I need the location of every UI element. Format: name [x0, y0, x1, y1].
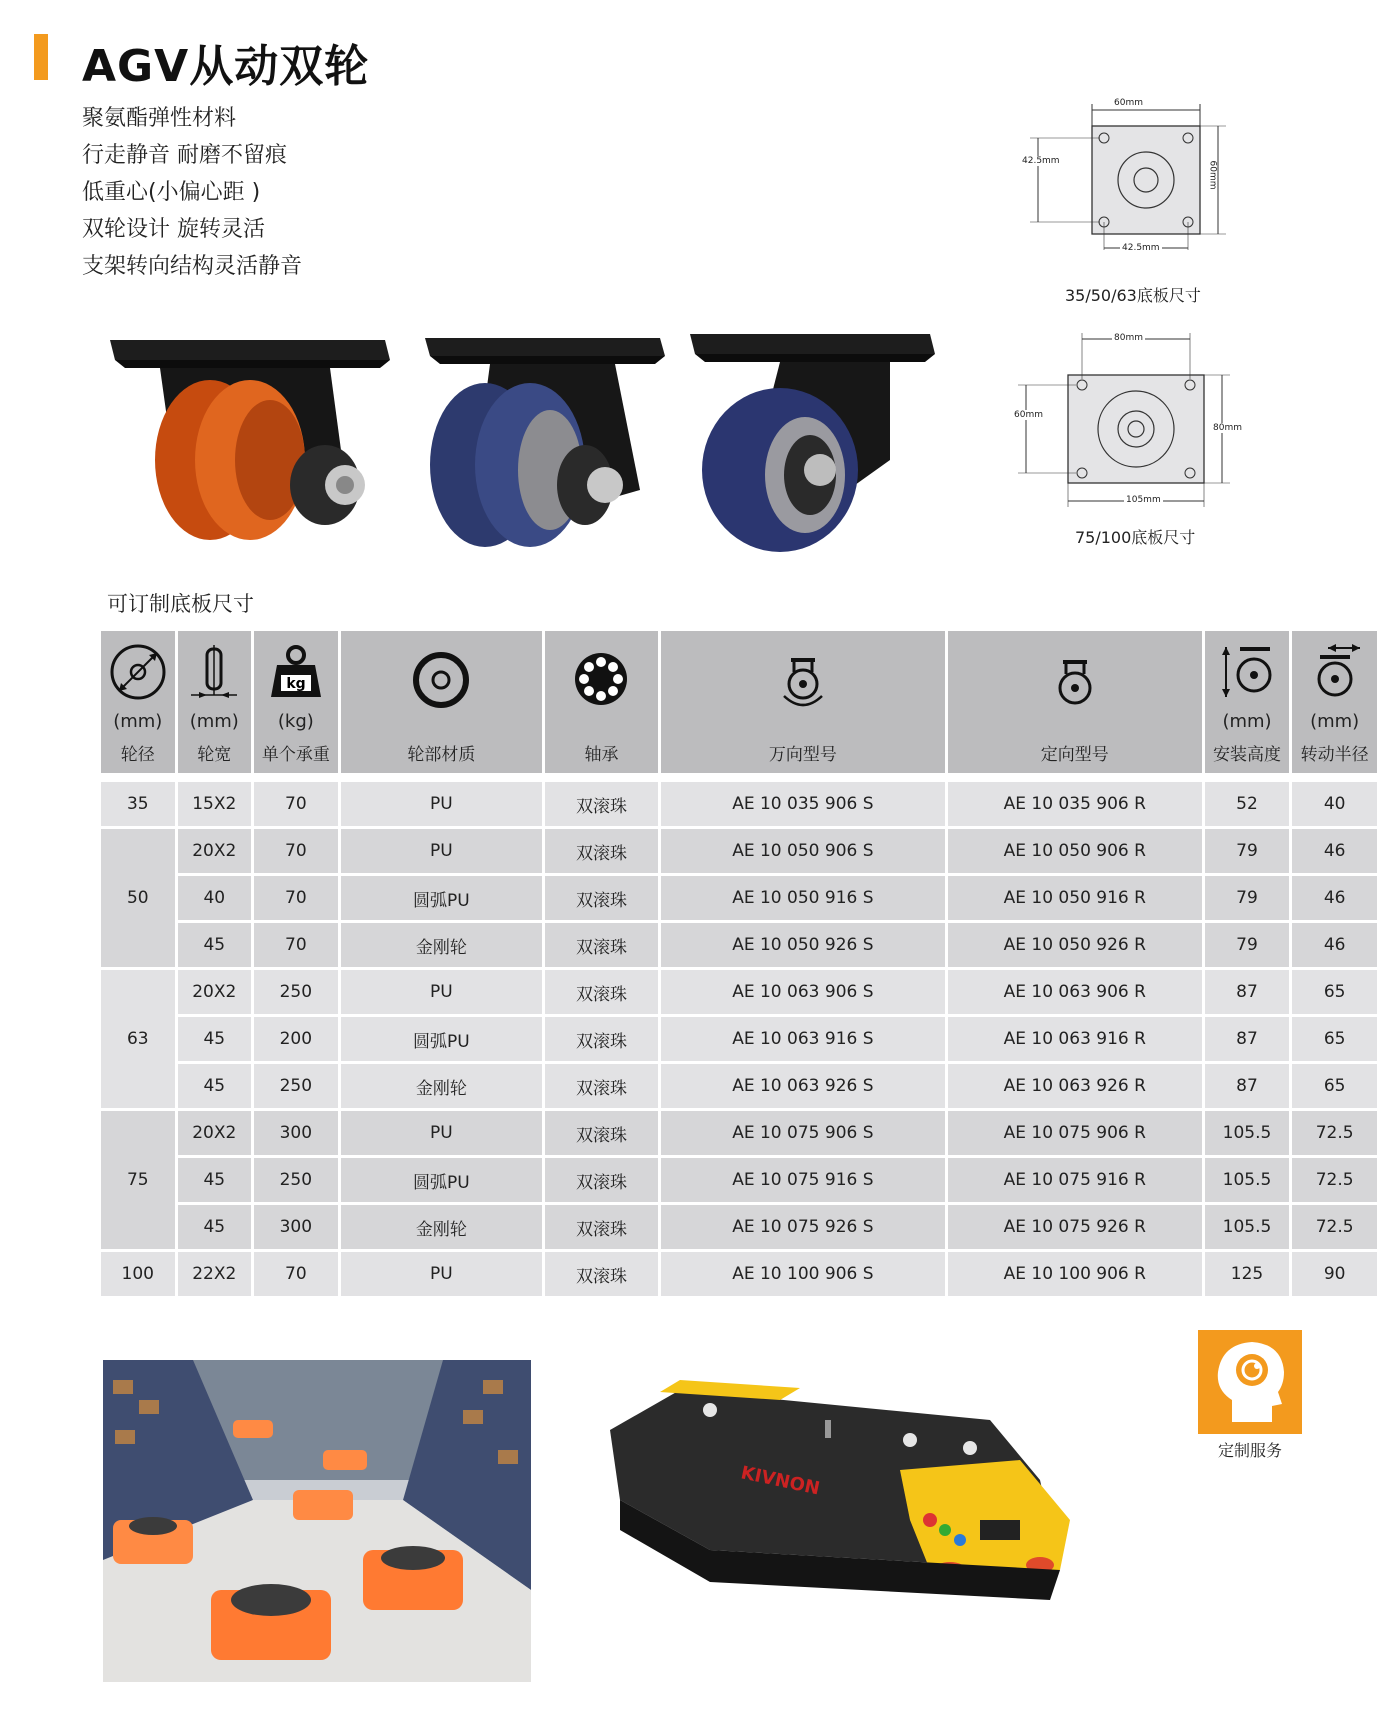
- table-row: [101, 1017, 1377, 1061]
- cell-bearing: 双滚珠: [545, 1205, 658, 1249]
- cell-load: 300: [254, 1111, 338, 1155]
- cell-load: 300: [254, 1205, 338, 1249]
- cell-swivel: AE 10 075 916 S: [661, 1158, 945, 1202]
- cell-radius: 65: [1292, 1017, 1377, 1061]
- cell-radius: 46: [1292, 829, 1377, 873]
- plate-caption-large: 75/100底板尺寸: [1075, 528, 1196, 547]
- cell-height: 105.5: [1205, 1158, 1290, 1202]
- cell-diameter: 75: [101, 1111, 175, 1249]
- agv-vehicle-image: [600, 1370, 1120, 1620]
- dim-label: 80mm: [1114, 333, 1143, 343]
- table-row: [101, 970, 1377, 1014]
- custom-plate-label: 可订制底板尺寸: [107, 592, 254, 616]
- cell-rigid: AE 10 063 926 R: [948, 1064, 1202, 1108]
- cell-load: 70: [254, 782, 338, 826]
- cell-rigid: AE 10 063 906 R: [948, 970, 1202, 1014]
- header-unit: (mm): [189, 711, 239, 732]
- cell-rigid: AE 10 075 916 R: [948, 1158, 1202, 1202]
- cell-swivel: AE 10 075 926 S: [661, 1205, 945, 1249]
- header-label: 轮径: [120, 745, 155, 765]
- header-bearing: [545, 631, 658, 773]
- cell-load: 250: [254, 1064, 338, 1108]
- cell-width: 45: [178, 1017, 252, 1061]
- header-rigid-model: [948, 631, 1202, 773]
- header-swivel-radius: [1292, 631, 1377, 773]
- cell-height: 87: [1205, 1064, 1290, 1108]
- dim-label: 60mm: [1114, 98, 1143, 108]
- cell-width: 20X2: [178, 970, 252, 1014]
- cell-swivel: AE 10 035 906 S: [661, 782, 945, 826]
- cell-material: 金刚轮: [341, 923, 542, 967]
- cell-bearing: 双滚珠: [545, 923, 658, 967]
- cell-bearing: 双滚珠: [545, 876, 658, 920]
- feature-item: 双轮设计 旋转灵活: [82, 217, 265, 242]
- caster-photos: [100, 320, 960, 560]
- warehouse-agv-photo: [103, 1360, 531, 1682]
- cell-width: 45: [178, 1205, 252, 1249]
- weight-icon-text: kg: [286, 676, 306, 692]
- cell-rigid: AE 10 063 916 R: [948, 1017, 1202, 1061]
- cell-bearing: 双滚珠: [545, 782, 658, 826]
- feature-list: [82, 100, 302, 285]
- cell-rigid: AE 10 075 926 R: [948, 1205, 1202, 1249]
- table-row: [101, 1064, 1377, 1108]
- cell-height: 79: [1205, 876, 1290, 920]
- cell-rigid: AE 10 050 906 R: [948, 829, 1202, 873]
- cell-width: 22X2: [178, 1252, 252, 1296]
- wheel-diameter-icon: [109, 643, 167, 701]
- header-label: 单个承重: [261, 745, 330, 765]
- cell-width: 20X2: [178, 829, 252, 873]
- custom-service-label: 定制服务: [1217, 1441, 1282, 1460]
- cell-material: 圆弧PU: [341, 1158, 542, 1202]
- weight-icon: [267, 643, 325, 701]
- header-unit: (kg): [277, 711, 314, 732]
- swivel-radius-icon: [1306, 643, 1364, 701]
- cell-material: PU: [341, 1111, 542, 1155]
- single-blue-caster-image: [690, 334, 935, 552]
- material-ring-icon: [411, 650, 471, 710]
- dim-label: 105mm: [1126, 495, 1161, 505]
- cell-load: 250: [254, 970, 338, 1014]
- cell-load: 70: [254, 923, 338, 967]
- cell-load: 250: [254, 1158, 338, 1202]
- table-row: [101, 782, 1377, 826]
- table-row: [101, 923, 1377, 967]
- feature-item: 聚氨酯弹性材料: [82, 106, 237, 131]
- cell-swivel: AE 10 050 916 S: [661, 876, 945, 920]
- header-label: 安装高度: [1213, 745, 1281, 765]
- header-label: 转动半径: [1300, 745, 1369, 765]
- header-wheel-diameter: [101, 631, 175, 773]
- cell-radius: 90: [1292, 1252, 1377, 1296]
- cell-load: 70: [254, 1252, 338, 1296]
- page-title: AGV从动双轮: [82, 41, 370, 92]
- header-label: 轮宽: [197, 745, 232, 765]
- table-row: [101, 829, 1377, 873]
- cell-rigid: AE 10 035 906 R: [948, 782, 1202, 826]
- cell-radius: 46: [1292, 923, 1377, 967]
- cell-swivel: AE 10 050 926 S: [661, 923, 945, 967]
- cell-swivel: AE 10 100 906 S: [661, 1252, 945, 1296]
- table-row: [101, 1252, 1377, 1296]
- cell-width: 40: [178, 876, 252, 920]
- cell-bearing: 双滚珠: [545, 1017, 658, 1061]
- cell-radius: 65: [1292, 970, 1377, 1014]
- cell-width: 20X2: [178, 1111, 252, 1155]
- header-label: 定向型号: [1040, 745, 1109, 765]
- cell-radius: 46: [1292, 876, 1377, 920]
- cell-height: 105.5: [1205, 1111, 1290, 1155]
- cell-bearing: 双滚珠: [545, 829, 658, 873]
- cell-radius: 72.5: [1292, 1158, 1377, 1202]
- feature-item: 支架转向结构灵活静音: [82, 254, 303, 279]
- header-label: 轮部材质: [407, 745, 476, 765]
- cell-swivel: AE 10 063 906 S: [661, 970, 945, 1014]
- feature-item: 低重心(小偏心距 ): [82, 180, 261, 205]
- cell-swivel: AE 10 063 916 S: [661, 1017, 945, 1061]
- header-load: [254, 631, 338, 773]
- cell-rigid: AE 10 050 916 R: [948, 876, 1202, 920]
- header-unit: (mm): [1310, 711, 1360, 732]
- cell-load: 200: [254, 1017, 338, 1061]
- header-label: 轴承: [584, 745, 619, 765]
- cell-material: 金刚轮: [341, 1064, 542, 1108]
- cell-diameter: 35: [101, 782, 175, 826]
- feature-item: 行走静音 耐磨不留痕: [82, 143, 287, 168]
- cell-radius: 65: [1292, 1064, 1377, 1108]
- cell-diameter: 50: [101, 829, 175, 967]
- cell-bearing: 双滚珠: [545, 1111, 658, 1155]
- cell-width: 45: [178, 923, 252, 967]
- cell-material: 金刚轮: [341, 1205, 542, 1249]
- cell-material: 圆弧PU: [341, 1017, 542, 1061]
- agv-logo-text: KIVNON: [738, 1462, 822, 1500]
- cell-width: 15X2: [178, 782, 252, 826]
- dim-label: 42.5mm: [1122, 243, 1160, 253]
- cell-width: 45: [178, 1064, 252, 1108]
- blue-caster-image: [425, 338, 665, 547]
- cell-material: PU: [341, 782, 542, 826]
- cell-diameter: 63: [101, 970, 175, 1108]
- cell-height: 79: [1205, 829, 1290, 873]
- cell-bearing: 双滚珠: [545, 1158, 658, 1202]
- dim-label: 60mm: [1014, 410, 1043, 420]
- cell-rigid: AE 10 100 906 R: [948, 1252, 1202, 1296]
- cell-bearing: 双滚珠: [545, 1064, 658, 1108]
- plate-caption-small: 35/50/63底板尺寸: [1065, 286, 1201, 305]
- cell-material: PU: [341, 970, 542, 1014]
- cell-material: PU: [341, 829, 542, 873]
- cell-swivel: AE 10 063 926 S: [661, 1064, 945, 1108]
- cell-radius: 40: [1292, 782, 1377, 826]
- table-row: [101, 1158, 1377, 1202]
- cell-bearing: 双滚珠: [545, 970, 658, 1014]
- rigid-caster-icon: [1050, 654, 1100, 712]
- cell-material: 圆弧PU: [341, 876, 542, 920]
- table-row: [101, 1111, 1377, 1155]
- swivel-caster-icon: [778, 654, 828, 712]
- cell-rigid: AE 10 075 906 R: [948, 1111, 1202, 1155]
- cell-swivel: AE 10 075 906 S: [661, 1111, 945, 1155]
- header-label: 万向型号: [768, 745, 837, 765]
- header-swivel-model: [661, 631, 945, 773]
- cell-load: 70: [254, 876, 338, 920]
- dim-label: 42.5mm: [1022, 156, 1060, 166]
- mount-height-icon: [1218, 643, 1276, 701]
- cell-bearing: 双滚珠: [545, 1252, 658, 1296]
- cell-height: 125: [1205, 1252, 1290, 1296]
- header-wheel-width: [178, 631, 252, 773]
- cell-height: 87: [1205, 1017, 1290, 1061]
- custom-service-head-icon: [1198, 1330, 1302, 1434]
- header-material: [341, 631, 542, 773]
- dim-label: 60mm: [1207, 160, 1218, 190]
- table-row: [101, 876, 1377, 920]
- cell-height: 87: [1205, 970, 1290, 1014]
- custom-service-badge: [1198, 1330, 1302, 1434]
- bearing-icon: [572, 650, 630, 708]
- header-unit: (mm): [1222, 711, 1272, 732]
- cell-height: 105.5: [1205, 1205, 1290, 1249]
- cell-radius: 72.5: [1292, 1111, 1377, 1155]
- table-row: [101, 1205, 1377, 1249]
- plate-diagram-large: [1010, 325, 1250, 515]
- cell-material: PU: [341, 1252, 542, 1296]
- dim-label: 80mm: [1213, 423, 1242, 433]
- orange-caster-image: [110, 340, 390, 540]
- cell-width: 45: [178, 1158, 252, 1202]
- cell-height: 52: [1205, 782, 1290, 826]
- header-unit: (mm): [113, 711, 163, 732]
- cell-load: 70: [254, 829, 338, 873]
- spec-table: [98, 628, 1380, 1299]
- cell-height: 79: [1205, 923, 1290, 967]
- cell-rigid: AE 10 050 926 R: [948, 923, 1202, 967]
- cell-diameter: 100: [101, 1252, 175, 1296]
- header-mount-height: [1205, 631, 1290, 773]
- cell-swivel: AE 10 050 906 S: [661, 829, 945, 873]
- cell-radius: 72.5: [1292, 1205, 1377, 1249]
- title-accent-bar: [34, 34, 48, 80]
- wheel-width-icon: [185, 643, 243, 701]
